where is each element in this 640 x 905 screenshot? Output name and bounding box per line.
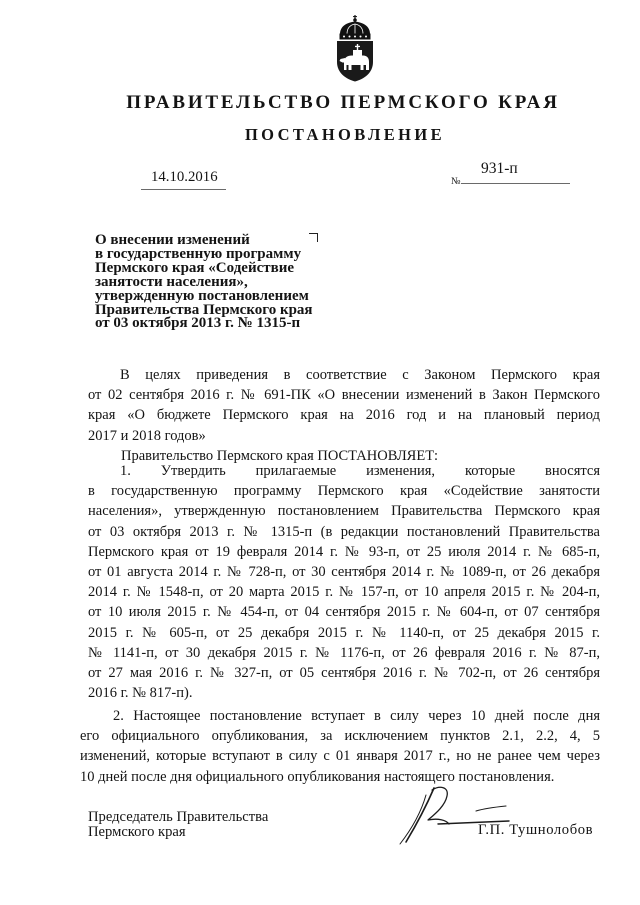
text-line: 2. Настоящее постановление вступает в силу через 10 дней после дня [113, 708, 600, 724]
text-line: населения», утвержденную постановлением Правительства Пермского края [88, 503, 600, 520]
coat-of-arms-icon [333, 15, 377, 82]
paragraph-preamble [88, 365, 600, 446]
text-line: от 03 октября 2013 г. № 1315-п (в редакции постановлений Правительства [88, 523, 600, 540]
paragraph-item-2 [80, 706, 600, 787]
paragraph-item-1 [88, 461, 600, 703]
title-line: утвержденную постановлением [95, 287, 309, 304]
document-type: ПОСТАНОВЛЕНИЕ [244, 125, 446, 144]
text-line: изменений, которые вступают в силу с 01 января 2017 г., но не ранее чем через [80, 748, 600, 765]
signatory-position-line: Пермского края [88, 824, 186, 840]
title-line: занятости населения», [95, 273, 248, 290]
text-line: в государственную программу Пермского края «Содействие занятости [88, 483, 600, 500]
handwritten-signature [388, 780, 513, 850]
text-line: от 10 июля 2015 г. № 454-п, от 04 сентября 2015 г. № 604-п, от 07 сентября [88, 604, 600, 621]
title-line: О внесении изменений [95, 232, 250, 248]
crown-icon [340, 15, 371, 40]
number-sign: № [451, 176, 461, 187]
text-line: от 02 сентября 2016 г. № 691-ПК «О внесении изменений в Закон Пермского [88, 387, 600, 404]
signatory-position [88, 810, 268, 840]
text-line: 10 дней после дня официального опубликования настоящего постановления. [80, 768, 555, 785]
text-line: № 1141-п, от 30 декабря 2015 г. № 1176-п, от 26 февраля 2016 г. № 87-п, [88, 644, 600, 661]
title-line: Пермского края «Содействие [95, 259, 295, 276]
title-line: в государственную программу [95, 245, 302, 262]
document-title [95, 234, 313, 331]
text-line: В целях приведения в соответствие с Законом Пермского края [120, 367, 600, 383]
text-line: Правительство Пермского края ПОСТАНОВЛЯЕТ: [121, 448, 439, 464]
text-line: 1. Утвердить прилагаемые изменения, которые вносятся [120, 463, 600, 479]
text-line: 2016 г. № 817-п). [88, 685, 193, 702]
government-name: ПРАВИТЕЛЬСТВО ПЕРМСКОГО КРАЯ [126, 92, 560, 113]
title-line: Правительства Пермского края [95, 301, 313, 318]
text-line: его официального опубликования, за исключением пунктов 2.1, 2.2, 4, 5 [80, 728, 600, 745]
text-line: 2017 и 2018 годов» [88, 427, 206, 444]
signatory-name: Г.П. Тушнолобов [478, 822, 594, 838]
number-underline [461, 183, 570, 184]
text-line: Пермского края от 19 февраля 2014 г. № 93-п, от 25 июля 2014 г. № 685-п, [88, 543, 600, 560]
document-number: 931-п [481, 160, 518, 177]
signatory-position-line: Председатель Правительства [88, 809, 269, 825]
text-line: 2015 г. № 605-п, от 25 декабря 2015 г. № 1140-п, от 25 декабря 2015 г. [88, 624, 600, 641]
text-line: от 27 мая 2016 г. № 327-п, от 05 сентября 2016 г. № 702-п, от 26 сентября [88, 664, 600, 681]
text-line: от 01 августа 2014 г. № 728-п, от 30 сентября 2014 г. № 1089-п, от 26 декабря [88, 563, 600, 580]
date-underline [141, 189, 226, 190]
text-line: 2014 г. № 1548-п, от 20 марта 2015 г. № 157-п, от 10 апреля 2015 г. № 204-п, [88, 584, 600, 601]
text-line: края «О бюджете Пермского края на 2016 год и на плановый период [88, 407, 600, 424]
document-date: 14.10.2016 [151, 169, 218, 185]
title-line: от 03 октября 2013 г. № 1315-п [95, 315, 301, 332]
